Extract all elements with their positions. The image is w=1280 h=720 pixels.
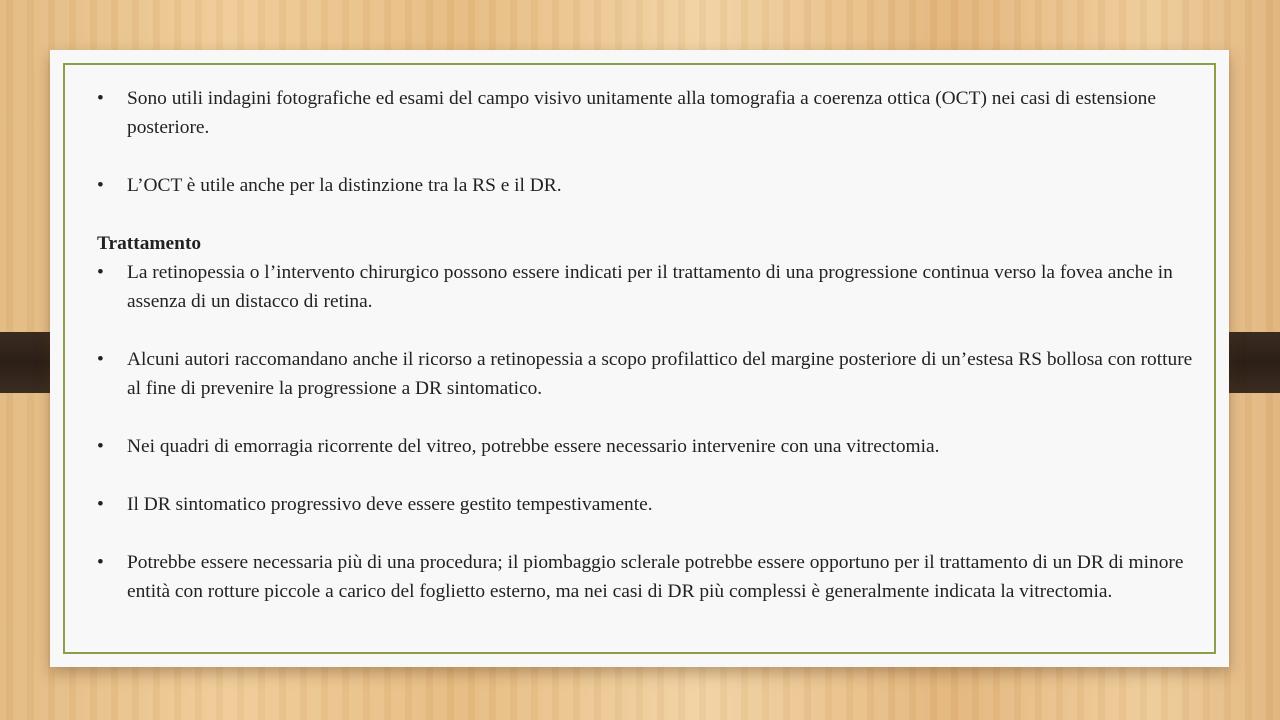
bullet-text: L’OCT è utile anche per la distinzione tra la RS e il DR. xyxy=(127,175,562,196)
bullet-icon: • xyxy=(97,494,104,515)
bullet-text: Potrebbe essere necessaria più di una procedura; il piombaggio sclerale potrebbe essere opportuno per il trattamento di un DR di minore entità con rotture piccole a carico del foglietto esterno, ma nei casi di DR più complessi è generalmente indicata la vitrectomia. xyxy=(127,552,1184,602)
bullet-item-vitrectomia xyxy=(97,432,1197,461)
slide-content xyxy=(97,84,1197,606)
bullet-text: La retinopessia o l’intervento chirurgico possono essere indicati per il trattamento di una progressione continua verso la fovea anche in assenza di un distacco di retina. xyxy=(127,262,1173,312)
bullet-icon: • xyxy=(97,175,104,196)
bullet-item-dr-sintomatico xyxy=(97,490,1197,519)
bullet-icon: • xyxy=(97,552,104,573)
bullet-icon: • xyxy=(97,262,104,283)
bullet-text: Sono utili indagini fotografiche ed esami del campo visivo unitamente alla tomografia a coerenza ottica (OCT) nei casi di estensione posteriore. xyxy=(127,88,1156,138)
bullet-text: Il DR sintomatico progressivo deve essere gestito tempestivamente. xyxy=(127,494,653,515)
bullet-item-profilattico xyxy=(97,345,1197,403)
bullet-text: Nei quadri di emorragia ricorrente del vitreo, potrebbe essere necessario intervenire con una vitrectomia. xyxy=(127,436,940,457)
bullet-icon: • xyxy=(97,349,104,370)
bullet-item-oct-distinzione xyxy=(97,171,1197,200)
bullet-item-oct-indagini xyxy=(97,84,1197,142)
bullet-icon: • xyxy=(97,88,104,109)
right-decorative-strap xyxy=(1222,332,1280,393)
section-heading-trattamento: Trattamento xyxy=(97,233,202,254)
bullet-item-procedura xyxy=(97,548,1197,606)
bullet-item-retinopessia xyxy=(97,258,1197,316)
bullet-text: Alcuni autori raccomandano anche il ricorso a retinopessia a scopo profilattico del margine posteriore di un’estesa RS bollosa con rotture al fine di prevenire la progressione a DR sintomatico. xyxy=(127,349,1193,399)
bullet-icon: • xyxy=(97,436,104,457)
slide-card xyxy=(50,50,1229,667)
